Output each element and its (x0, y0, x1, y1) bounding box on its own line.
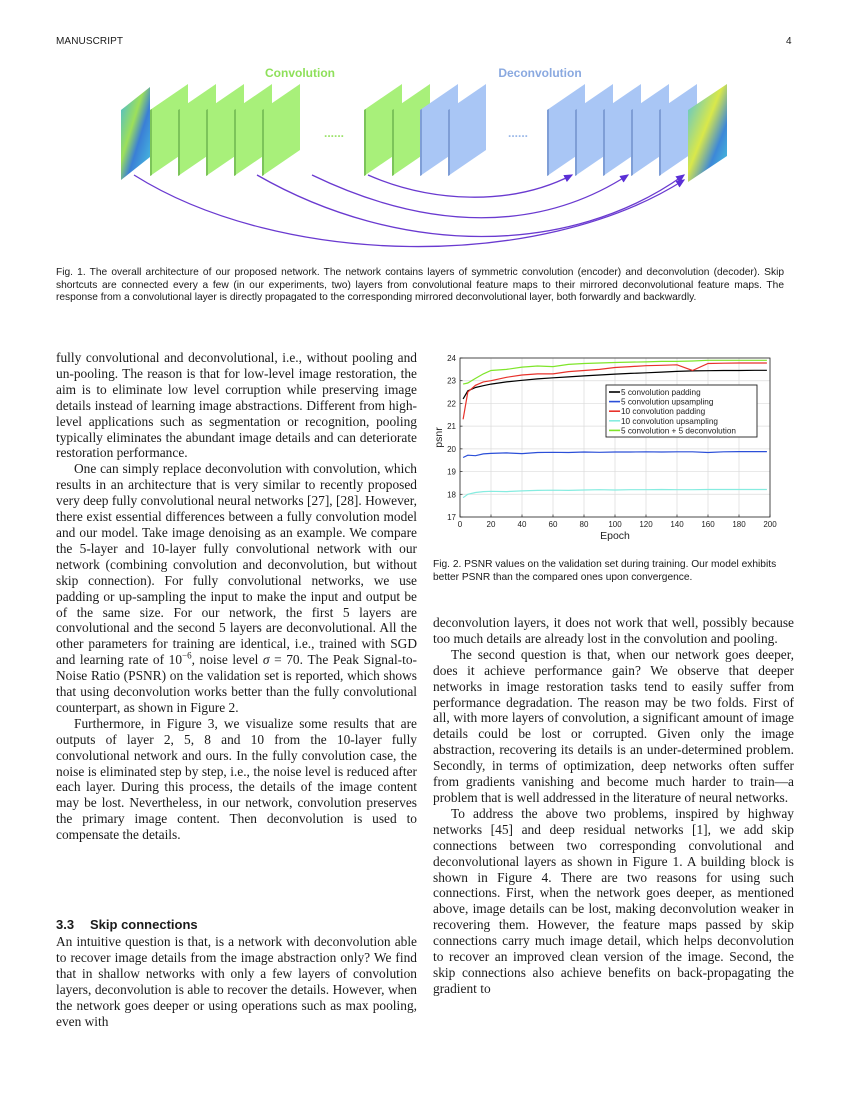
legend-entry: 5 convolution upsampling (621, 397, 714, 407)
section-number: 3.3 (56, 917, 75, 932)
right-column-body (433, 615, 794, 997)
y-tick-label: 19 (447, 467, 456, 477)
skip-connection-arrows (134, 175, 684, 252)
section-body (56, 934, 417, 1029)
y-tick-label: 20 (447, 444, 456, 454)
input-noisy-image (121, 87, 150, 180)
paragraph: fully convolutional and deconvolutional, i.e., without pooling and un-pooling. The reason is that for low-level image restoration, the aim is to eliminate low level corruption while preserving image details instead of learning image abstractions. Different from high-level applications such as segmentation or recognition, pooling typically eliminates the abundant image details and can deteriorate restoration performance. (56, 350, 417, 461)
convolution-label: Convolution (265, 66, 335, 80)
skip-arrow-3 (257, 175, 684, 237)
x-tick-label: 40 (517, 520, 527, 529)
skip-arrow-2 (312, 175, 628, 218)
figure-1-architecture-diagram (110, 62, 750, 267)
section-title: Skip connections (90, 917, 198, 932)
x-tick-label: 140 (670, 520, 684, 529)
x-tick-label: 180 (732, 520, 746, 529)
x-tick-label: 0 (457, 520, 463, 529)
x-tick-label: 120 (639, 520, 653, 529)
y-tick-label: 23 (447, 376, 456, 386)
legend-entry: 5 convolution + 5 deconvolution (621, 426, 736, 436)
skip-arrow-1 (368, 175, 572, 197)
y-tick-label: 18 (447, 490, 456, 500)
deconv-ellipsis: ...... (507, 126, 529, 140)
x-tick-label: 200 (763, 520, 777, 529)
figure-2-caption: Fig. 2. PSNR values on the validation set during training. Our model exhibits better PSNR than the compared ones upon convergence. (433, 559, 777, 583)
legend-entry: 5 convolution padding (621, 388, 701, 397)
figure-1-caption: Fig. 1. The overall architecture of our proposed network. The network contains layers of symmetric convolution (encoder) and deconvolution (decoder). Skip shortcuts are connected every a few (in our experiments, two) layers from convolutional feature maps to their mirrored deconvolutional feature maps. The response from a convolutional layer is directly propagated to the corresponding mirrored deconvolutional layer, both forwardly and backwardly. (56, 267, 784, 304)
paragraph: Furthermore, in Figure 3, we visualize some results that are outputs of layer 2, 5, 8 and 10 from the 10-layer fully convolutional network and ours. In the fully convolution case, the noise is eliminated step by step, i.e., the noise level is reduced after each layer. During this process, the details of the image content may be lost. Nevertheless, in our network, convolution preserves the primary image content. Then deconvolution is used to compensate the details. (56, 715, 417, 843)
section-heading (56, 917, 198, 932)
paragraph: To address the above two problems, inspired by highway networks [45] and deep residual networks [1], we add skip connections between two corresponding convolutional and deconvolutional layers as shown in Figure 1. A building block is shown in Figure 4. There are two reasons for using such connections. First, when the network goes deeper, as mentioned above, image details can be lost, making deconvolution weaker in recovering them. However, the feature maps passed by skip connections carry much image detail, which helps deconvolution to recover an improved clean version of the image. Second, the skip connections also achieve benefits on back-propagating the gradient to (433, 805, 794, 996)
legend-entry: 10 convolution upsampling (621, 416, 718, 426)
conv-layers-group-1 (150, 84, 300, 176)
y-tick-label: 22 (447, 399, 456, 409)
y-tick-label: 17 (447, 513, 456, 522)
running-header: MANUSCRIPT (56, 36, 124, 47)
legend-entry: 10 convolution padding (621, 407, 706, 417)
x-axis-label: Epoch (600, 530, 630, 542)
x-tick-label: 60 (548, 520, 558, 529)
middle-layers-group (364, 84, 486, 176)
x-tick-label: 100 (608, 520, 622, 529)
x-tick-label: 80 (579, 520, 589, 529)
x-tick-label: 160 (701, 520, 715, 529)
page-number: 4 (786, 36, 792, 47)
left-column-body (56, 350, 417, 843)
deconv-layers-group-2 (547, 84, 697, 176)
deconvolution-label: Deconvolution (498, 66, 582, 80)
paragraph: deconvolution layers, it does not work that well, possibly because too much details are already lost in the convolution and pooling. (433, 615, 794, 646)
conv-ellipsis: ...... (323, 126, 345, 140)
y-tick-label: 21 (447, 422, 456, 432)
paragraph: An intuitive question is that, is a network with deconvolution able to recover image details from the image abstraction only? We find that in shallow networks with only a few layers of convolution layers, deconvolution is able to recover the details. However, when the network goes deeper or using operations such as max pooling, even with (56, 934, 417, 1029)
figure-2-psnr-chart (430, 348, 790, 548)
y-tick-label: 24 (447, 354, 456, 363)
x-tick-label: 20 (486, 520, 496, 529)
paragraph: One can simply replace deconvolution with convolution, which results in an architecture that is very similar to recently proposed very deep fully convolutional neural networks [27], [28]. However, there exist essential differences between a fully convolution model and our model. Take image denoising as an example. We compare the 5-layer and 10-layer fully convolutional network with our network (combining convolution and deconvolution, but without skip connection). For fully convolutional networks, we use padding or up-sampling the input to make the input and output be of the same size. For our network, the first 5 layers are convolutional and the second 5 layers are deconvolutional. All the other parameters for training are identical, i.e., trained with SGD and learning rate of $10^{-6}$, noise level σ = 70. The Peak Signal-to-Noise Ratio (PSNR) on the validation set is reported, which shows that using deconvolution works better than the fully convolutional counterpart, as shown in Figure 2. (56, 461, 418, 715)
paragraph: The second question is that, when our network goes deeper, does it achieve performance gain? We observe that deeper networks in image restoration tasks tend to easily suffer from performance degradation. The reason may be two folds. First of all, with more layers of convolution, a significant amount of image details could be lost or corrupted. Given only the image abstraction, recovering its details is an under-determined problem. Secondly, in terms of optimization, deep networks often suffer from gradients vanishing and become much harder to train—a problem that is well addressed in the literature of neural networks. (433, 646, 794, 805)
y-axis-label: psnr (433, 427, 445, 448)
